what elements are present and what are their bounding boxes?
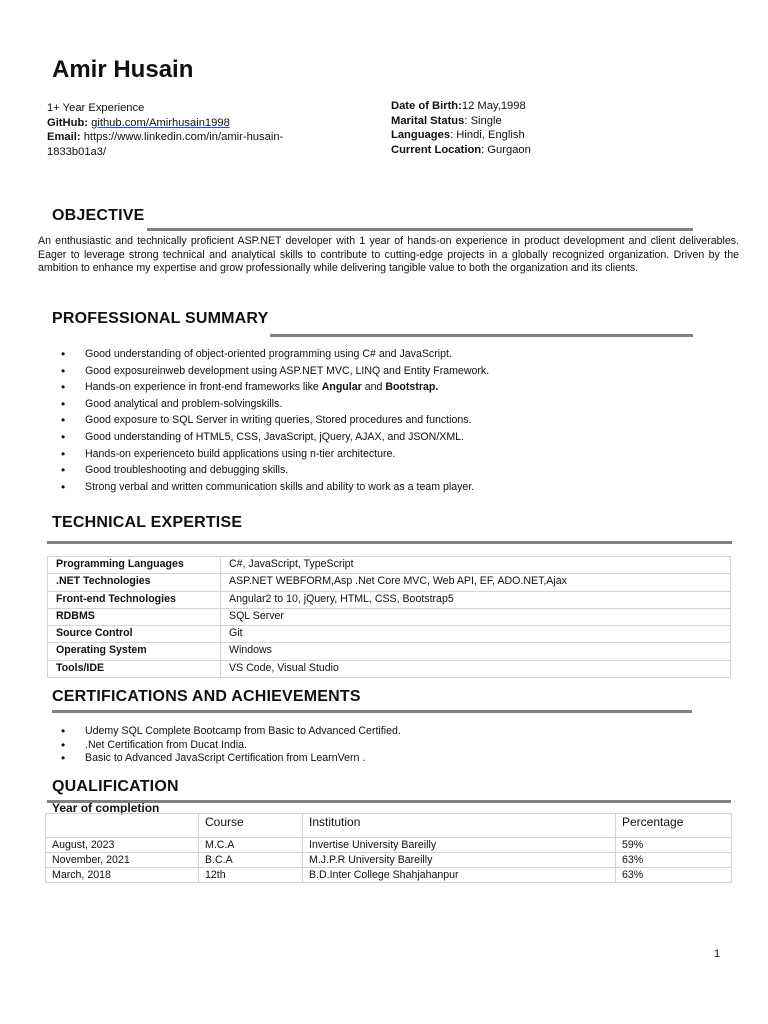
dob-value: 12 May,1998: [461, 100, 526, 112]
list-item: • Basic to Advanced JavaScript Certification from LearnVern .: [61, 751, 701, 765]
qualification-subheading: Year of completion: [52, 801, 160, 815]
tech-key: Front-end Technologies: [48, 591, 221, 608]
table-header-row: [46, 814, 732, 838]
table-cell: November, 2021: [46, 853, 199, 868]
experience-line: 1+ Year Experience: [47, 102, 145, 114]
table-cell: 63%: [616, 853, 732, 868]
column-header: Institution: [303, 814, 616, 838]
list-item: • Good exposure to SQL Server in writing queries, Stored procedures and functions.: [61, 412, 701, 429]
table-row: [48, 660, 731, 677]
table-row: [48, 574, 731, 591]
list-item: • Good troubleshooting and debugging skills.: [61, 462, 701, 479]
certifications-list: [61, 724, 701, 765]
github-label: GitHub:: [47, 116, 89, 129]
angular-bold: Angular: [321, 381, 362, 394]
list-item: • Good exposureinweb development using ASP.NET MVC, LINQ and Entity Framework.: [61, 363, 701, 380]
tech-value: ASP.NET WEBFORM,Asp .Net Core MVC, Web API, EF, ADO.NET,Ajax: [221, 574, 731, 591]
table-cell: 63%: [616, 868, 732, 883]
tech-key: Tools/IDE: [48, 660, 221, 677]
column-header: Percentage: [616, 814, 732, 838]
technical-heading: TECHNICAL EXPERTISE: [52, 514, 243, 531]
objective-heading: OBJECTIVE: [52, 207, 145, 224]
page-number: 1: [714, 948, 721, 960]
tech-key: RDBMS: [48, 608, 221, 625]
list-item: • Good understanding of object-oriented programming using C# and JavaScript.: [61, 346, 701, 363]
list-item: • Good analytical and problem-solvingskills.: [61, 396, 701, 413]
table-cell: M.C.A: [199, 838, 303, 853]
table-cell: 12th: [199, 868, 303, 883]
email-value[interactable]: https://www.linkedin.com/in/amir-husain-1833b01a3/: [47, 131, 284, 158]
marital-line: [391, 114, 691, 129]
list-item: • .Net Certification from Ducat India.: [61, 738, 701, 752]
tech-value: C#, JavaScript, TypeScript: [221, 557, 731, 574]
email-line: [47, 130, 337, 159]
tech-value: Git: [221, 626, 731, 643]
tech-value: Windows: [221, 643, 731, 660]
list-item: • Good understanding of HTML5, CSS, JavaScript, jQuery, AJAX, and JSON/XML.: [61, 429, 701, 446]
qualification-table: [45, 813, 732, 883]
dob-line: [391, 99, 691, 114]
location-label: Current Location: [391, 143, 482, 156]
tech-value: VS Code, Visual Studio: [221, 660, 731, 677]
candidate-name: Amir Husain: [52, 56, 194, 83]
contact-right-block: [391, 99, 691, 157]
table-row: [46, 868, 732, 883]
bootstrap-bold: Bootstrap.: [385, 381, 439, 394]
technical-rule: [47, 541, 732, 544]
languages-label: Languages: [391, 129, 451, 141]
tech-value: SQL Server: [221, 608, 731, 625]
certifications-heading: CERTIFICATIONS AND ACHIEVEMENTS: [52, 688, 361, 705]
languages-line: [391, 128, 691, 143]
certifications-rule: [52, 710, 692, 713]
column-header: Course: [199, 814, 303, 838]
objective-rule: [147, 228, 693, 231]
table-row: [48, 626, 731, 643]
table-cell: B.C.A: [199, 853, 303, 868]
list-item: • Strong verbal and written communication skills and ability to work as a team player.: [61, 479, 701, 496]
table-cell: Invertise University Bareilly: [303, 838, 616, 853]
tech-value: Angular2 to 10, jQuery, HTML, CSS, Bootstrap5: [221, 591, 731, 608]
contact-left-block: [47, 101, 337, 159]
table-row: [48, 557, 731, 574]
table-row: [48, 591, 731, 608]
qualification-heading: QUALIFICATION: [52, 778, 179, 795]
github-line: [47, 116, 337, 131]
summary-rule: [270, 334, 693, 337]
list-item: • Hands-on experienceto build applications using n-tier architecture.: [61, 446, 701, 463]
table-row: [48, 643, 731, 660]
table-row: [46, 838, 732, 853]
tech-key: .NET Technologies: [48, 574, 221, 591]
location-value: : Gurgaon: [481, 143, 531, 156]
marital-value: : Single: [464, 114, 502, 127]
objective-text: An enthusiastic and technically proficient ASP.NET developer with 1 year of hands-on experience in product development and client deliverables. Eager to leverage strong technical and analytical skills to contribute to cutting-edge projects in a globally recognized organization. Driven by the ambition to enhance my expertise and grow professionally while delivering tangible value to both the organization and its clients.: [38, 235, 739, 275]
dob-label: Date of Birth:: [391, 100, 462, 112]
table-cell: August, 2023: [46, 838, 199, 853]
email-label: Email:: [47, 131, 81, 143]
table-cell: March, 2018: [46, 868, 199, 883]
technical-table: [47, 556, 731, 678]
table-cell: 59%: [616, 838, 732, 853]
table-cell: B.D.Inter College Shahjahanpur: [303, 868, 616, 883]
table-cell: M.J.P.R University Bareilly: [303, 853, 616, 868]
tech-key: Programming Languages: [48, 557, 221, 574]
table-row: [46, 853, 732, 868]
list-item: • Hands-on experience in front-end frameworks like Angular and Bootstrap.: [61, 379, 701, 396]
table-row: [48, 608, 731, 625]
column-header: [46, 814, 199, 838]
summary-heading: PROFESSIONAL SUMMARY: [52, 310, 269, 327]
tech-key: Operating System: [48, 643, 221, 660]
tech-key: Source Control: [48, 626, 221, 643]
location-line: [391, 143, 691, 158]
github-link[interactable]: github.com/Amirhusain1998: [91, 116, 230, 129]
marital-label: Marital Status: [391, 114, 465, 127]
languages-value: : Hindi, English: [450, 129, 525, 141]
summary-list: [61, 346, 701, 495]
list-item: • Udemy SQL Complete Bootcamp from Basic to Advanced Certified.: [61, 724, 701, 738]
